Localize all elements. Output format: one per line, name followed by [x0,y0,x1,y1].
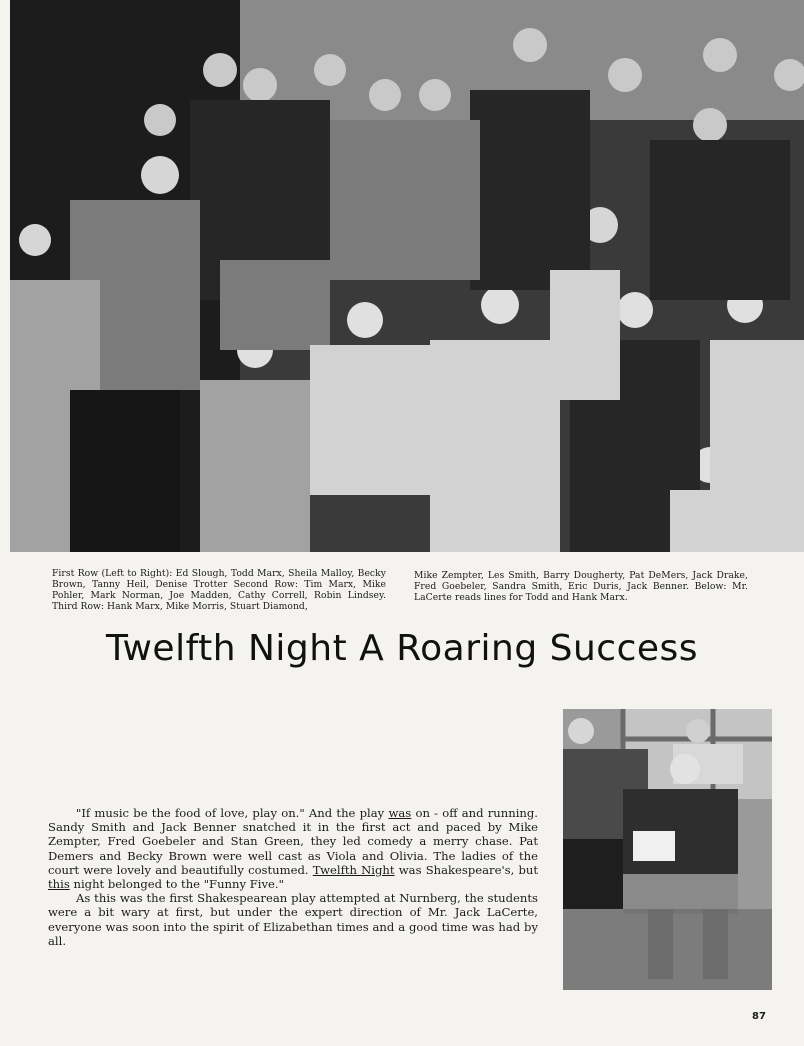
underlined-word: this [48,877,70,892]
paragraph-text: "If music be the food of love, play on." And the play [76,806,389,820]
article-paragraph-2: As this was the first Shakespearean play attempted at Nurnberg, the students were a bit wary at first, but under the expert direction of Mr. Jack LaCerte, everyone was soon into the spirit of Elizabethan times and a good time was had by all. [48,891,538,948]
paragraph-text: was Shakespeare's, but [394,862,538,877]
article-headline: Twelfth Night A Roaring Success [105,628,699,669]
article-body [48,806,538,948]
photo-caption-right: Mike Zempter, Les Smith, Barry Dougherty, Pat DeMers, Jack Drake, Fred Goebeler, Sandra Smith, Eric Duris, Jack Benner. Below: Mr. LaCerte reads lines for Todd and Hank Marx. [414,570,748,603]
page-number: 87 [752,1011,766,1022]
paragraph-text: on - off and running. Sandy Smith and Jack Benner snatched it in the first act and paced by Mike Zempter, Fred Goebeler and Stan Green, they led comedy a merry chase. Pat Demers and Becky Brown were well cast as Viola and Olivia. The ladies of the court were lovely and beautifully costumed. [48,806,538,877]
underlined-word: was [388,806,412,820]
paragraph-text: night belonged to the "Funny Five." [69,877,284,892]
rehearsal-photo [563,709,772,990]
photo-caption-left: First Row (Left to Right): Ed Slough, Todd Marx, Sheila Malloy, Becky Brown, Tanny Heil, Denise Trotter Second Row: Tim Marx, Mike Pohler, Mark Norman, Joe Madden, Cathy Correll, Robin Lindsey. Third Row: Hank Marx, Mike Morris, Stuart Diamond, [52,568,386,612]
article-paragraph-1 [48,806,538,891]
cast-group-photo [10,0,804,552]
play-title: Twelfth Night [312,862,395,877]
